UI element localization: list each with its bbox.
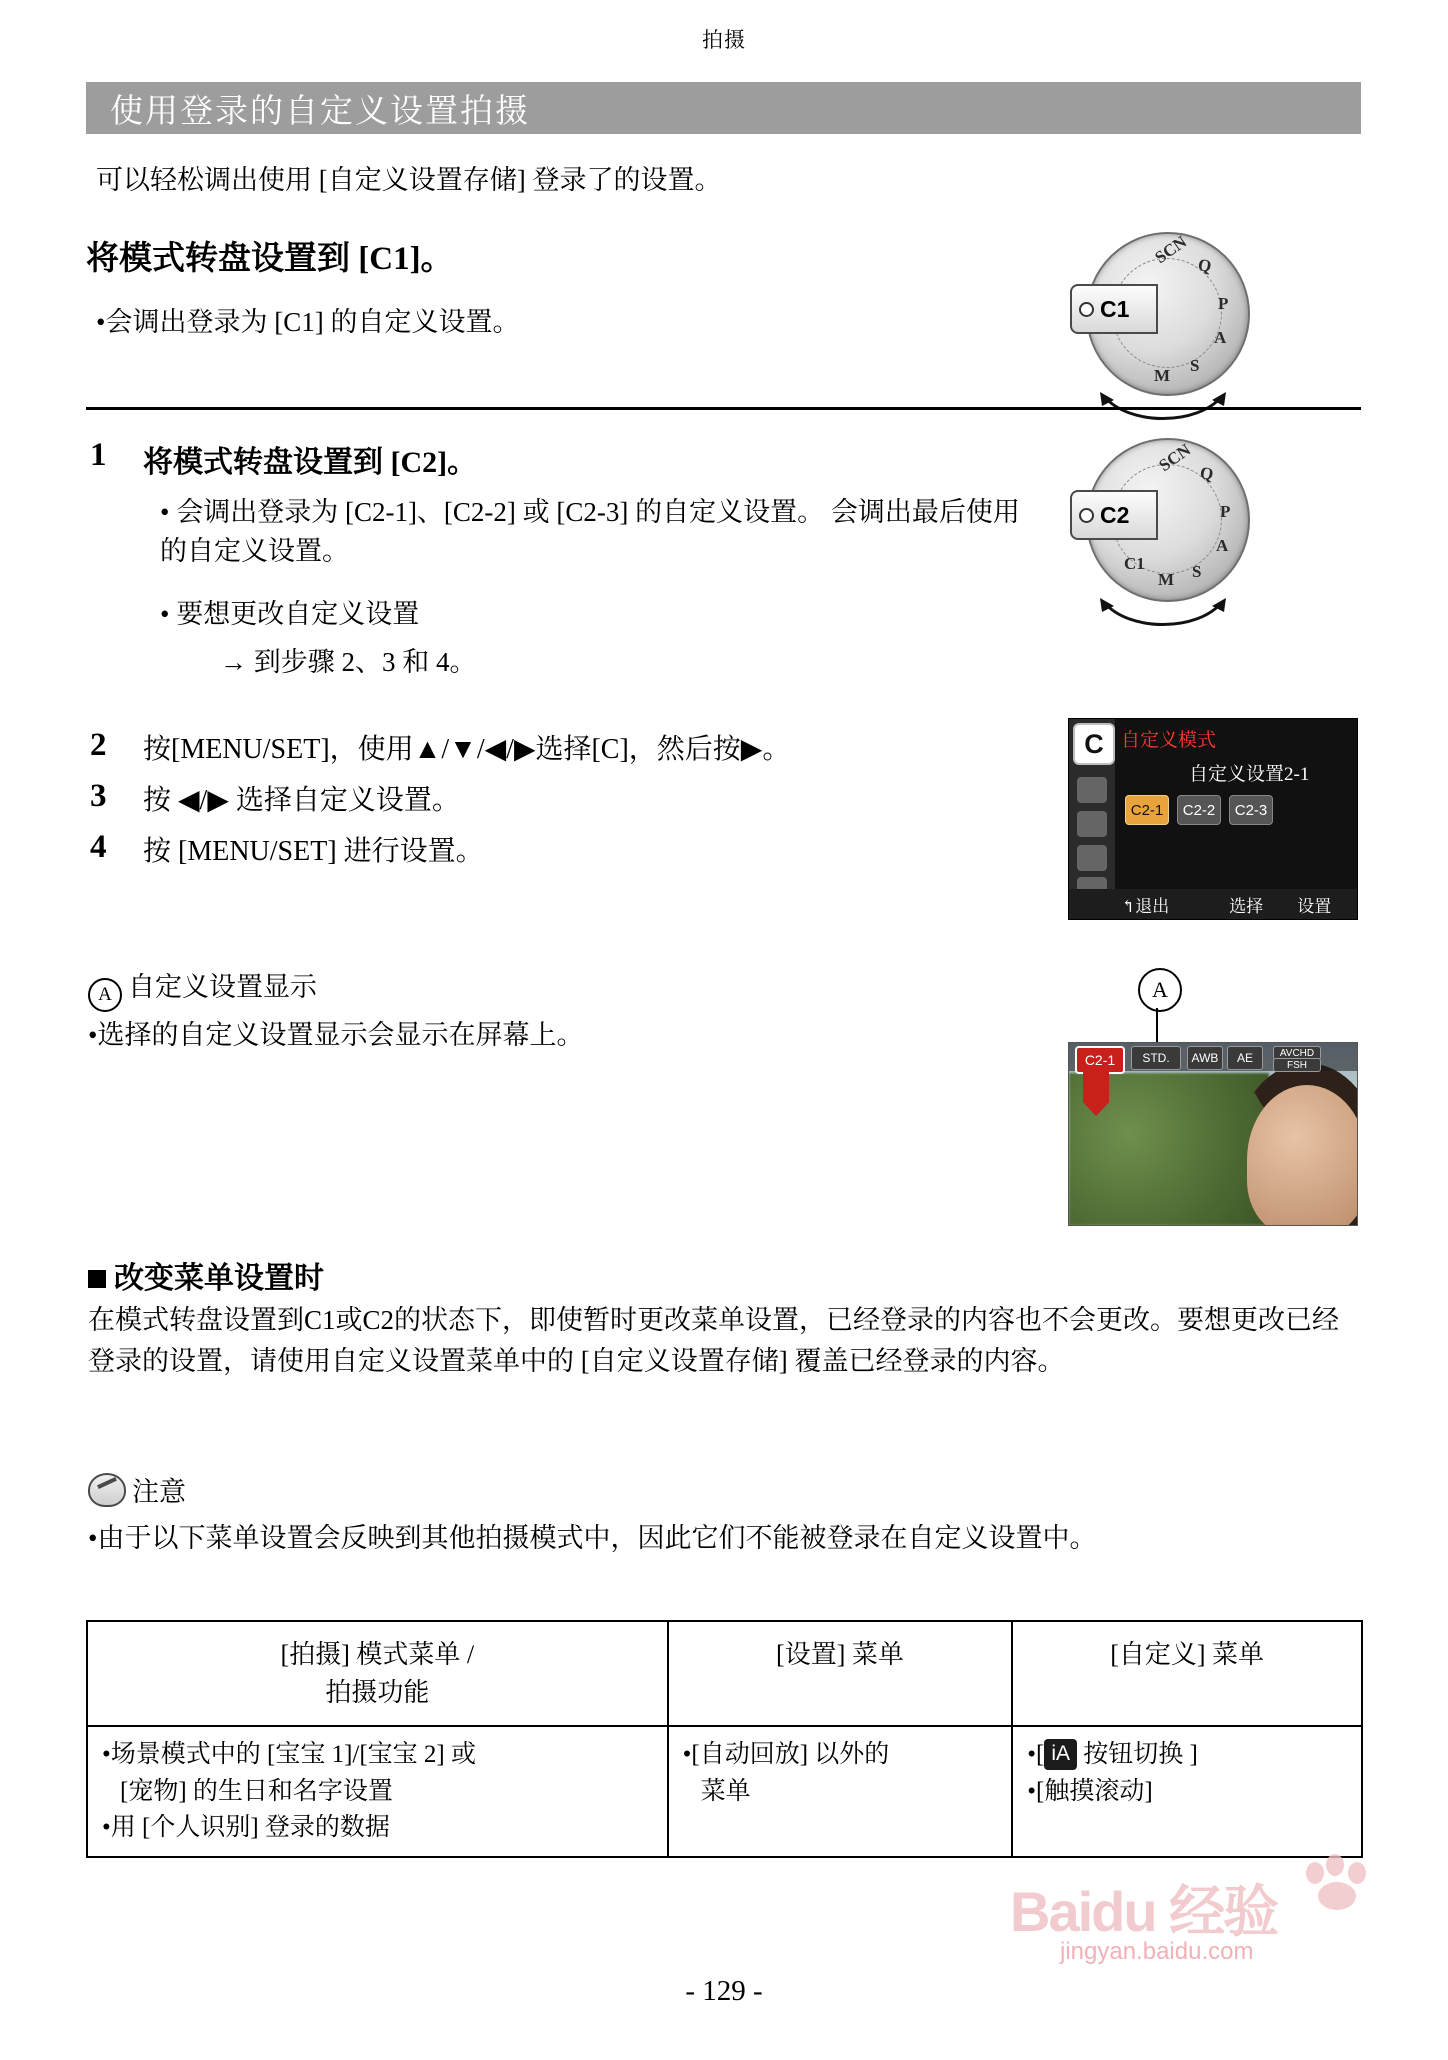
cell-line-1 <box>1027 1737 1347 1773</box>
motion-picture-icon <box>1077 811 1107 837</box>
dial-marker-label: C1 <box>1100 295 1130 322</box>
cell-line-3: •用 [个人识别] 登录的数据 <box>102 1813 390 1841</box>
dial-letter-p: P <box>1220 502 1231 521</box>
page-number: - 129 - <box>685 1975 763 2007</box>
table-cell-rec-menu <box>87 1726 668 1857</box>
mode-dial-c2-illustration <box>1072 438 1242 608</box>
callout-a-label: 自定义设置显示 <box>128 972 317 1002</box>
dial-marker-c1 <box>1070 284 1158 334</box>
cell-line-2: •[触摸滚动] <box>1027 1777 1153 1805</box>
lcd-chip-c2-3[interactable]: C2-3 <box>1229 795 1273 825</box>
dial-letter-c1: C1 <box>1124 554 1145 573</box>
watermark-url: jingyan.baidu.com <box>1060 1938 1254 1965</box>
restrictions-table <box>86 1620 1363 1858</box>
lcd-exit-label[interactable]: ↰退出 <box>1121 896 1170 916</box>
menu-change-heading <box>88 1253 324 1297</box>
step-4-text: 按 [MENU/SET] 进行设置。 <box>143 836 484 867</box>
cell-line-2: [宠物] 的生日和名字设置 <box>120 1777 393 1805</box>
dial-marker-label: C2 <box>1100 501 1130 528</box>
dial-letter-m: M <box>1154 366 1171 385</box>
photo-icon-std: STD. <box>1131 1046 1181 1070</box>
photo-icon-awb: AWB <box>1187 1046 1223 1070</box>
lcd-title: 自定义模式 <box>1121 730 1217 751</box>
dial-marker-dot <box>1079 302 1094 317</box>
dial-letter-s: S <box>1190 356 1200 375</box>
lcd-custom-mode-screen <box>1068 718 1358 920</box>
dial-rotate-arrow-icon <box>1098 390 1228 430</box>
callout-a-label-row <box>88 965 317 1012</box>
step-3-text: 按 ◀/▶ 选择自定义设置。 <box>143 785 460 816</box>
custom-mode-c-icon: C <box>1073 723 1115 765</box>
cell-line-1-text: 按钮切换 ] <box>1083 1741 1198 1769</box>
step-2-number: 2 <box>90 727 107 763</box>
lcd-photo-preview <box>1068 1042 1358 1226</box>
lcd-subtitle: 自定义设置2-1 <box>1189 764 1310 785</box>
step-c1-heading: 将模式转盘设置到 [C1]。 <box>86 241 454 277</box>
step-1-bullet-1: • 会调出登录为 [C2-1]、[C2-2] 或 [C2-3] 的自定义设置。 会调出最后使用的自定义设置。 <box>160 497 1020 567</box>
step-3-number: 3 <box>90 778 107 814</box>
step-1-title: 将模式转盘设置到 [C2]。 <box>143 446 478 479</box>
step-4-number: 4 <box>90 829 107 865</box>
dial-rotate-arrow-icon <box>1098 596 1228 636</box>
horizontal-rule <box>86 407 1361 410</box>
note-pen-icon <box>88 1473 126 1507</box>
note-heading-text: 注意 <box>132 1477 186 1507</box>
cell-line-1-prefix: •[ <box>1027 1741 1045 1769</box>
photo-icon-avchd: AVCHD <box>1273 1046 1321 1060</box>
table-header-col1 <box>87 1621 668 1726</box>
rec-menu-icon <box>1077 777 1107 803</box>
callout-a-marker: A <box>1138 968 1182 1012</box>
lcd-bottom-bar <box>1069 889 1357 919</box>
photo-icon-ae: AE <box>1227 1046 1263 1070</box>
table-header-col1-line2: 拍摄功能 <box>325 1677 430 1707</box>
step-2-text: 按[MENU/SET]，使用▲/▼/◀/▶选择[C]，然后按▶。 <box>143 734 791 765</box>
lcd-set-label[interactable]: 设置 <box>1297 896 1332 916</box>
section-title: 使用登录的自定义设置拍摄 <box>110 93 530 130</box>
dial-marker-c2 <box>1070 490 1158 540</box>
paw-icon <box>1302 1852 1372 1912</box>
lcd-chip-c2-1[interactable]: C2-1 <box>1125 795 1169 825</box>
ia-button-icon: iA <box>1044 1739 1077 1769</box>
running-head: 拍摄 <box>702 28 746 52</box>
table-cell-setup-menu <box>668 1726 1013 1857</box>
lcd-chip-c2-2[interactable]: C2-2 <box>1177 795 1221 825</box>
dial-letter-q: Q <box>1196 255 1213 277</box>
dial-letter-q: Q <box>1198 463 1215 485</box>
menu-change-paragraph: 在模式转盘设置到C1或C2的状态下，即使暂时更改菜单设置，已经登录的内容也不会更改。要想更改已经登录的设置，请使用自定义设置菜单中的 [自定义设置存储] 覆盖已经登录的内容。 <box>88 1305 1340 1377</box>
dial-letter-a: A <box>1216 536 1229 555</box>
dial-letter-p: P <box>1218 294 1229 313</box>
setup-wrench-icon <box>1077 845 1107 871</box>
cell-line-1: •[自动回放] 以外的 <box>682 1741 890 1769</box>
dial-letter-a: A <box>1214 328 1227 347</box>
mode-dial-c1-illustration <box>1072 232 1242 402</box>
note-heading <box>88 1470 186 1509</box>
section-header-bar <box>86 82 1361 134</box>
cell-line-2: 菜单 <box>700 1777 751 1805</box>
dial-letter-m: M <box>1158 570 1175 589</box>
step-1-sub: → 到步骤 2、3 和 4。 <box>220 647 477 677</box>
table-header-col1-line1: [拍摄] 模式菜单 / <box>280 1640 475 1669</box>
table-cell-custom-menu <box>1012 1726 1362 1857</box>
note-body: •由于以下菜单设置会反映到其他拍摄模式中，因此它们不能被登录在自定义设置中。 <box>88 1523 1097 1553</box>
menu-change-heading-text: 改变菜单设置时 <box>114 1262 324 1295</box>
photo-subject-face <box>1247 1085 1358 1226</box>
table-header-col3: [自定义] 菜单 <box>1012 1621 1362 1726</box>
cell-line-1: •场景模式中的 [宝宝 1]/[宝宝 2] 或 <box>102 1741 477 1769</box>
photo-custom-badge: C2-1 <box>1075 1046 1125 1074</box>
callout-a-bullet: •选择的自定义设置显示会显示在屏幕上。 <box>88 1020 584 1050</box>
step-1-number: 1 <box>90 437 107 473</box>
square-bullet-icon <box>88 1270 106 1288</box>
watermark-text: Baidu 经验 <box>1010 1880 1278 1943</box>
intro-paragraph: 可以轻松调出使用 [自定义设置存储] 登录了的设置。 <box>96 165 722 195</box>
dial-marker-dot <box>1079 508 1094 523</box>
dial-letter-scn: SCN <box>1155 440 1195 476</box>
table-header-col2: [设置] 菜单 <box>668 1621 1013 1726</box>
dial-letter-scn: SCN <box>1151 232 1191 268</box>
step-1-bullet-2: • 要想更改自定义设置 <box>160 599 420 629</box>
table-header-row <box>87 1621 1362 1726</box>
dial-letter-s: S <box>1192 562 1202 581</box>
photo-icon-fsh: FSH <box>1273 1058 1321 1072</box>
lcd-select-label: 选择 <box>1229 896 1264 916</box>
table-row <box>87 1726 1362 1857</box>
callout-a-inline-marker: A <box>88 978 122 1012</box>
step-c1-bullet: •会调出登录为 [C1] 的自定义设置。 <box>96 307 520 337</box>
watermark <box>1010 1860 1430 1990</box>
